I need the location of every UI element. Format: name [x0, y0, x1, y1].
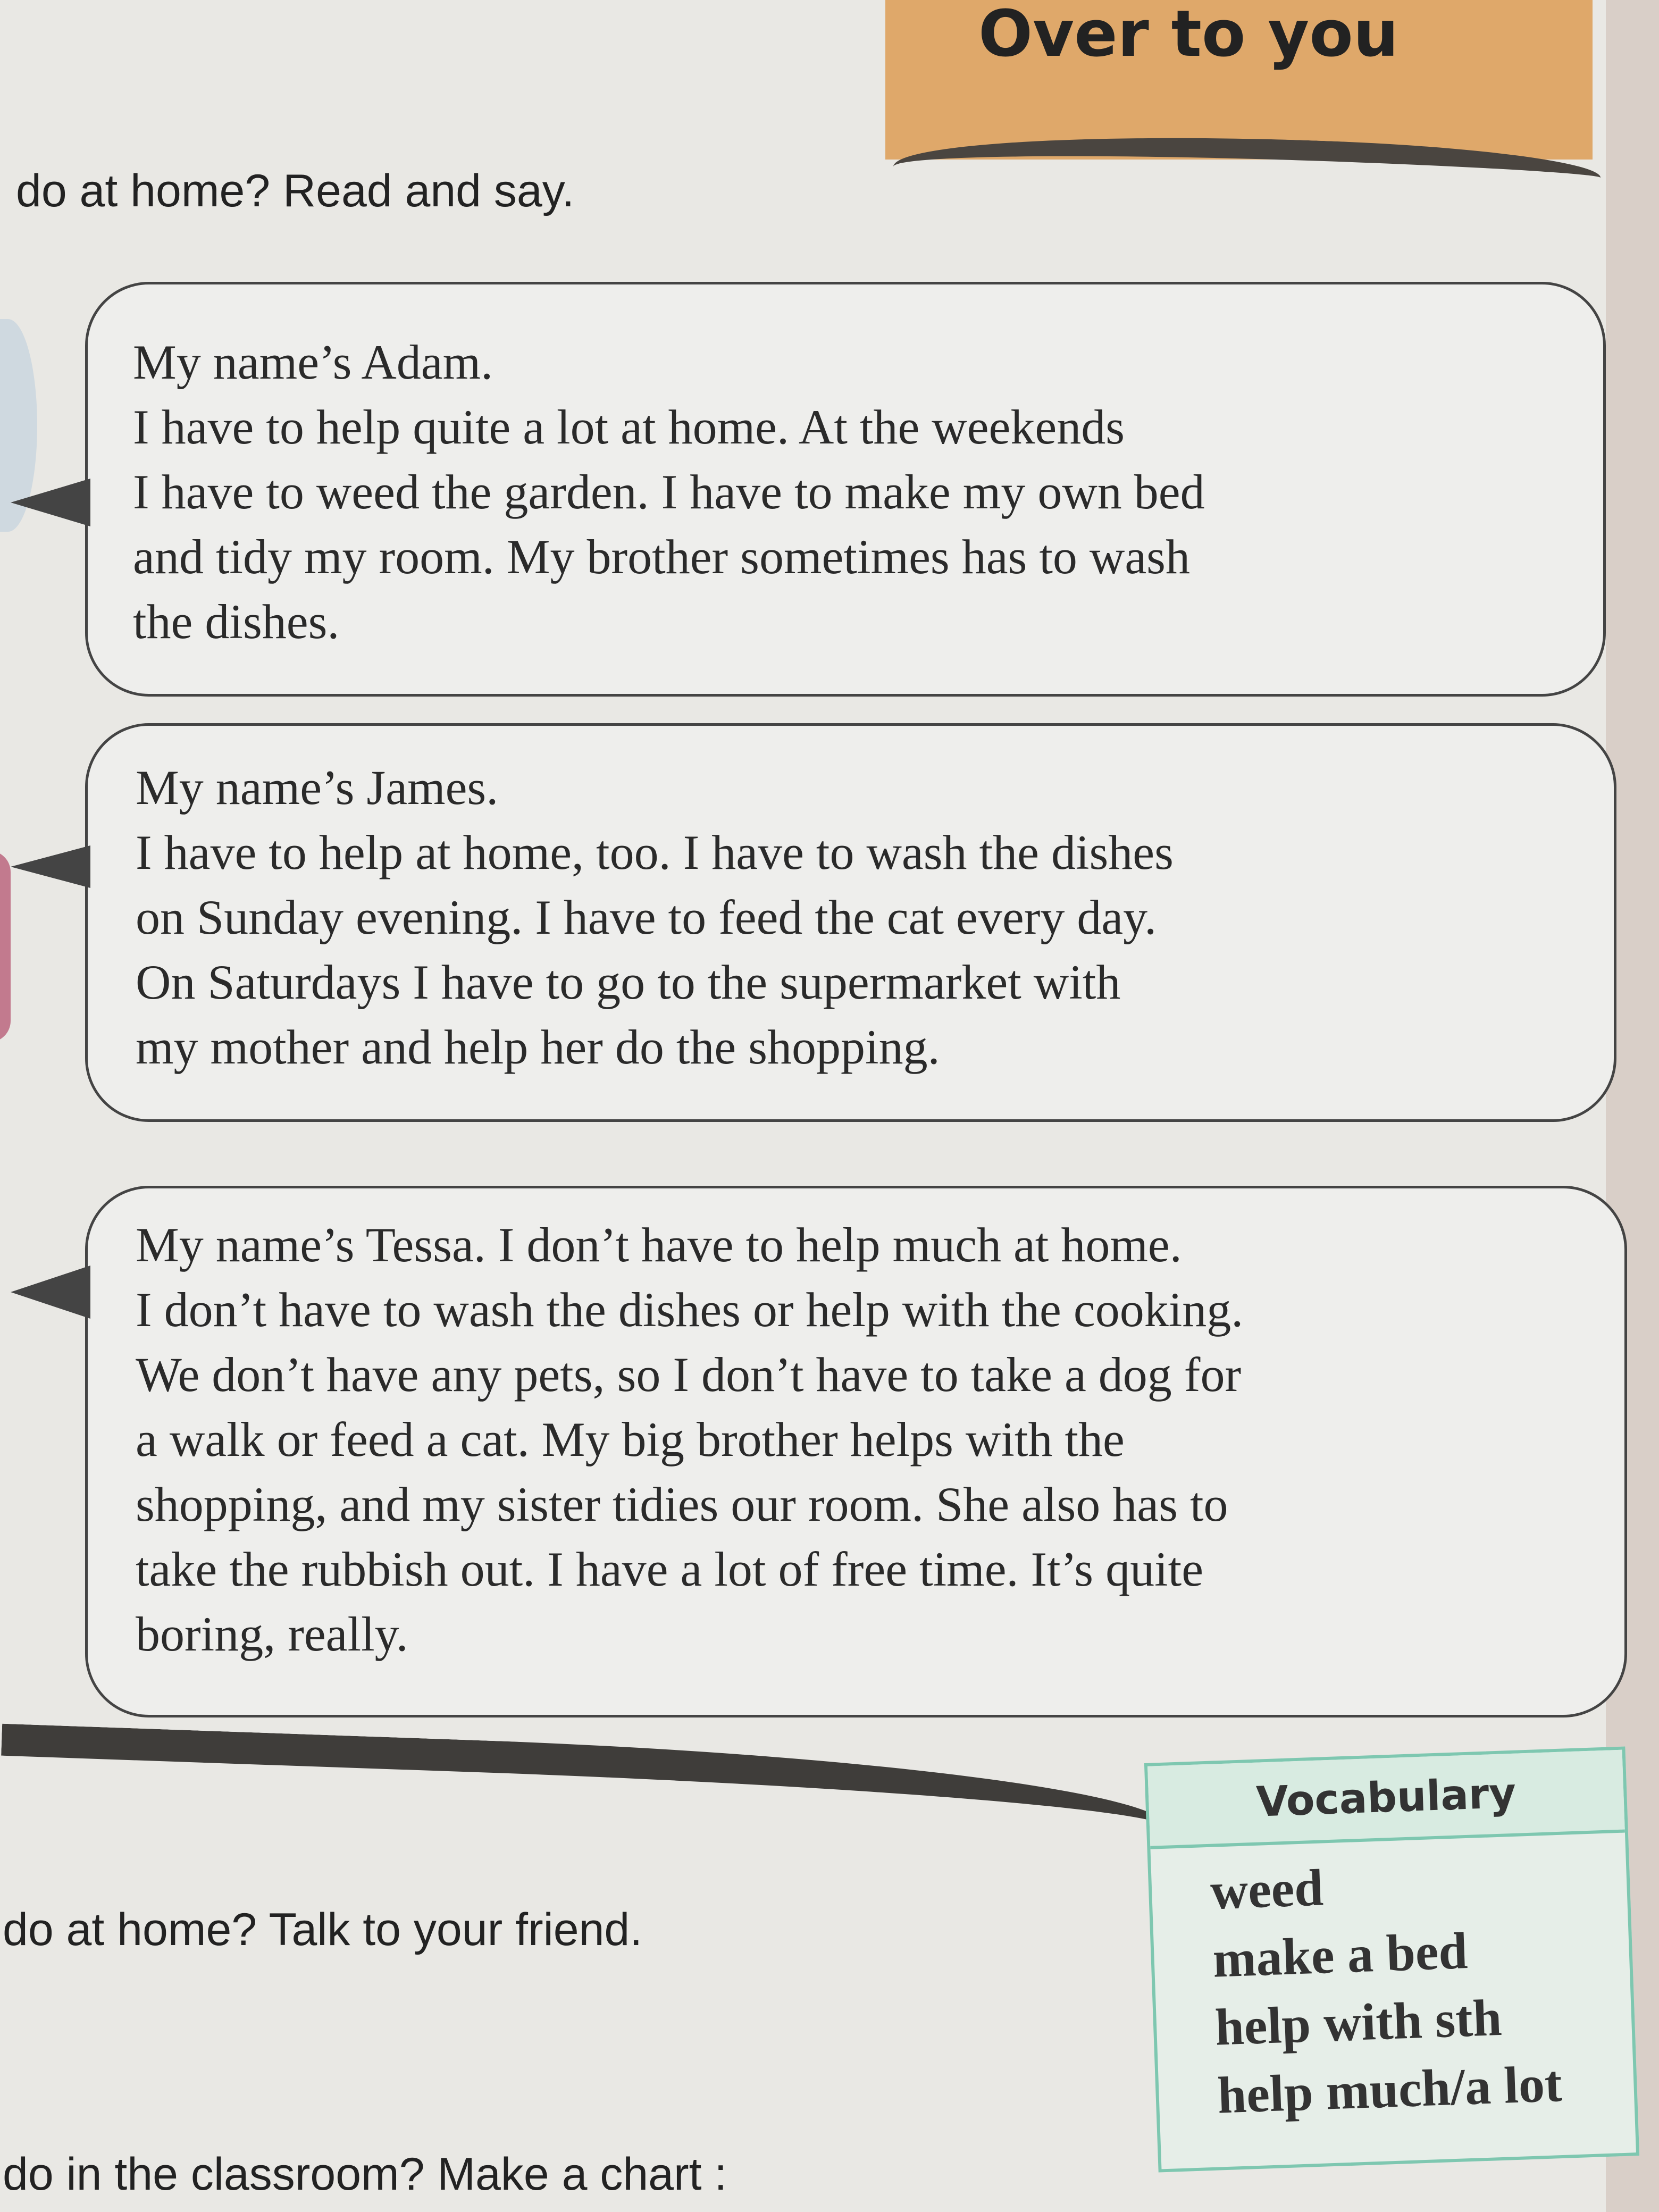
- page-title: Over to you: [978, 0, 1399, 71]
- instruction-talk-to-friend: do at home? Talk to your friend.: [3, 1904, 643, 1955]
- bubble-tail: [11, 479, 90, 526]
- bubble-text-james: My name’s James. I have to help at home, too. I have to wash the dishes on Sunday evening. I have to feed the cat every day. On Saturdays I have to go to the supermarket with my mother and help her do the shopping.: [136, 760, 1174, 1074]
- bubble-tail: [11, 845, 90, 888]
- section-divider: [0, 1724, 1171, 1871]
- bubble-text-adam: My name’s Adam. I have to help quite a lot at home. At the weekends I have to weed the garden. I have to make my own bed and tidy my room. My brother sometimes has to wash the dishes.: [133, 335, 1205, 649]
- vocabulary-title: Vocabulary: [1147, 1750, 1625, 1849]
- vocabulary-item: help with sth: [1214, 1989, 1503, 2057]
- instruction-read-and-say: do at home? Read and say.: [16, 165, 575, 216]
- bubble-tail: [11, 1266, 90, 1319]
- vocabulary-box: [1144, 1746, 1639, 2172]
- vocabulary-item: help much/a lot: [1216, 2055, 1563, 2125]
- vocabulary-item: weed: [1209, 1859, 1325, 1921]
- instruction-make-chart: do in the classroom? Make a chart :: [3, 2149, 727, 2200]
- bubble-text-tessa: My name’s Tessa. I don’t have to help much at home. I don’t have to wash the dishes or help with the cooking. We don’t have any pets, so I don’t have to take a dog for a walk or feed a cat. My big brother helps with the shopping, and my sister tidies our room. She also has to take the rubbish out. I have a lot of free time. It’s quite boring, really.: [136, 1218, 1244, 1661]
- illustration-edge-pink: [0, 851, 11, 1042]
- vocabulary-item: make a bed: [1211, 1922, 1469, 1989]
- vocabulary-list: [1150, 1833, 1635, 2132]
